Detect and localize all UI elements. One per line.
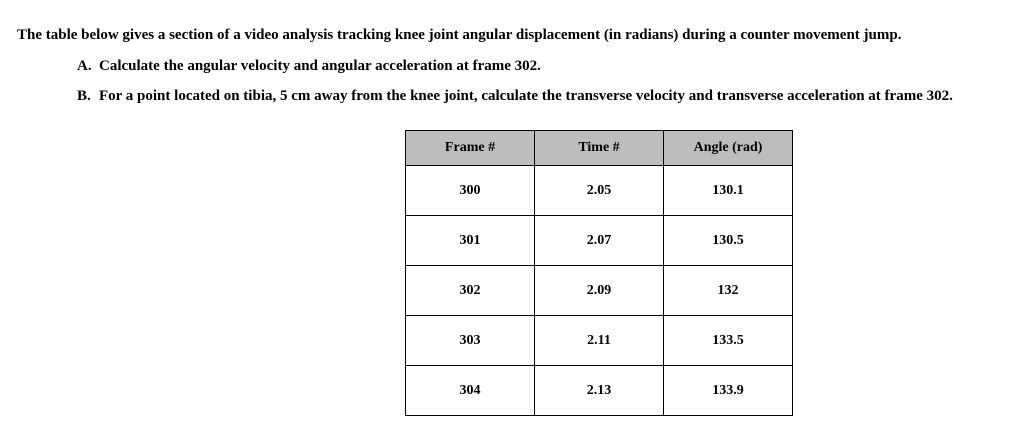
cell-time: 2.05 — [535, 166, 664, 216]
cell-frame: 303 — [406, 316, 535, 366]
cell-time: 2.09 — [535, 266, 664, 316]
header-time: Time # — [535, 131, 664, 166]
question-a-text: Calculate the angular velocity and angular acceleration at frame 302. — [99, 58, 541, 74]
question-b-letter: B. — [77, 88, 91, 104]
knee-angle-table — [405, 130, 793, 416]
table-row — [406, 316, 793, 366]
cell-angle: 133.5 — [664, 316, 793, 366]
table-row — [406, 366, 793, 416]
intro-paragraph: The table below gives a section of a video analysis tracking knee joint angular displacement (in radians) during a counter movement jump. — [17, 27, 902, 43]
cell-frame: 302 — [406, 266, 535, 316]
table-row — [406, 266, 793, 316]
table-row — [406, 216, 793, 266]
question-b — [77, 87, 953, 105]
cell-time: 2.07 — [535, 216, 664, 266]
cell-frame: 301 — [406, 216, 535, 266]
cell-frame: 304 — [406, 366, 535, 416]
cell-angle: 130.1 — [664, 166, 793, 216]
header-angle: Angle (rad) — [664, 131, 793, 166]
cell-angle: 130.5 — [664, 216, 793, 266]
cell-time: 2.13 — [535, 366, 664, 416]
question-b-text: For a point located on tibia, 5 cm away from the knee joint, calculate the transverse velocity and transverse acceleration at frame 302. — [99, 88, 953, 104]
question-a — [77, 57, 541, 75]
cell-angle: 132 — [664, 266, 793, 316]
table-header-row — [406, 131, 793, 166]
question-a-letter: A. — [77, 58, 92, 74]
header-frame: Frame # — [406, 131, 535, 166]
table-row — [406, 166, 793, 216]
cell-angle: 133.9 — [664, 366, 793, 416]
cell-frame: 300 — [406, 166, 535, 216]
cell-time: 2.11 — [535, 316, 664, 366]
